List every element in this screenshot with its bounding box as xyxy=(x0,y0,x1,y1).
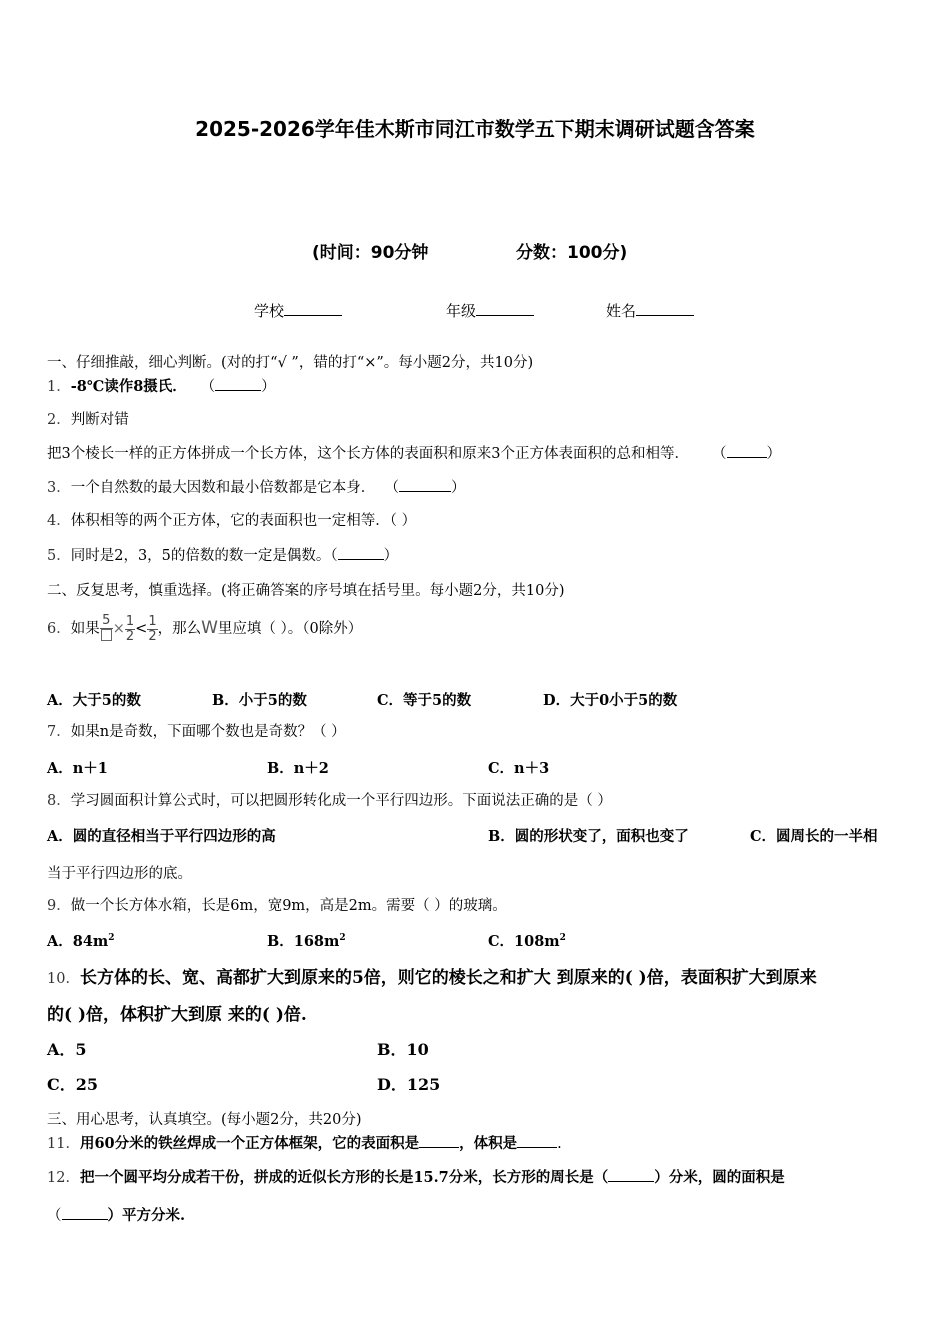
question-text: ）平方分米. xyxy=(107,1207,186,1224)
section-2-heading: 二、反复思考，慎重选择。(将正确答案的序号填在括号里。每小题2分，共10分) xyxy=(47,583,565,599)
question-text: 学习圆面积计算公式时，可以把圆形转化成一个平行四边形。下面说法正确的是（ ） xyxy=(70,793,612,809)
question-11 xyxy=(47,1133,562,1154)
question-text: 如果n是奇数，下面哪个数也是奇数？（ ） xyxy=(70,724,346,740)
question-text: 体积相等的两个正方体，它的表面积也一定相等．（ ） xyxy=(70,513,417,529)
question-1 xyxy=(47,376,276,397)
option-c[interactable]: C．等于5的数 xyxy=(377,692,472,709)
school-field xyxy=(254,300,342,321)
question-10-line2: 的( )倍，体积扩大到原 来的( )倍. xyxy=(47,1005,307,1025)
option-b[interactable]: B．n＋2 xyxy=(267,760,329,777)
option-c-continued: 当于平行四边形的底。 xyxy=(47,866,192,882)
question-9 xyxy=(47,896,507,916)
page-title: 2025-2026学年佳木斯市同江市数学五下期末调研试题含答案 xyxy=(195,117,755,141)
paren-close: ） xyxy=(383,548,399,564)
option-a[interactable]: A．$84m^2$ xyxy=(47,933,115,950)
fraction-1-2: $\frac{1}{2}$ xyxy=(125,613,135,644)
question-text: 用60分米的铁丝焊成一个正方体框架，它的表面积是 xyxy=(79,1135,420,1152)
paren-open: （ xyxy=(330,548,338,564)
question-text: 把一个圆平均分成若干份，拼成的近似长方形的长是15.7分米，长方形的周长是（ xyxy=(79,1169,609,1186)
fraction-5-over-box: 5 xyxy=(100,614,113,645)
exam-time: (时间：90分钟 xyxy=(312,243,429,263)
option-a[interactable]: A．大于5的数 xyxy=(47,692,141,709)
question-number: 9． xyxy=(47,898,71,914)
option-b[interactable]: B．10 xyxy=(377,1040,429,1059)
option-b[interactable]: B．圆的形状变了，面积也变了 xyxy=(488,828,689,845)
question-4 xyxy=(47,511,416,531)
question-5 xyxy=(47,545,398,566)
question-text: 判断对错 xyxy=(70,412,129,428)
option-a[interactable]: A．n＋1 xyxy=(47,760,108,777)
question-text: 一个自然数的最大因数和最小倍数都是它本身． xyxy=(70,480,376,496)
question-text: 里应填（ ）。（0除外） xyxy=(217,621,363,637)
section-1-heading: 一、仔细推敲，细心判断。(对的打“√ ”，错的打“×”。每小题2分，共10分) xyxy=(47,355,534,371)
grade-label: 年级 xyxy=(446,302,477,320)
question-text: . xyxy=(557,1136,562,1152)
question-2-body xyxy=(47,443,781,464)
less-than-sign: < xyxy=(135,621,148,637)
paren-open: （ xyxy=(712,446,727,462)
question-6 xyxy=(47,606,362,651)
question-text: 把3个棱长一样的正方体拼成一个长方体，这个长方体的表面积和原来3个正方体表面积的总和相等． xyxy=(47,446,689,462)
question-10 xyxy=(47,963,817,988)
paren-open: （ xyxy=(200,379,216,395)
option-d[interactable]: D．125 xyxy=(377,1075,441,1094)
option-b[interactable]: B．$168m^2$ xyxy=(267,933,346,950)
name-label: 姓名 xyxy=(606,302,637,320)
times-sign: × xyxy=(112,621,125,637)
option-c[interactable]: C．圆周长的一半相 xyxy=(750,828,878,845)
grade-field xyxy=(446,300,534,321)
question-7 xyxy=(47,722,346,742)
exam-score: 分数：100分) xyxy=(516,243,628,263)
option-b[interactable]: B．小于5的数 xyxy=(212,692,307,709)
option-c[interactable]: C．n＋3 xyxy=(488,760,550,777)
question-number: 5． xyxy=(47,548,71,564)
paren-close: ） xyxy=(450,480,466,496)
w-glyph: W xyxy=(201,618,218,638)
paren-open: （ xyxy=(384,480,399,496)
question-3 xyxy=(47,477,465,498)
paren-open: （ xyxy=(47,1208,62,1224)
question-12 xyxy=(47,1167,785,1188)
section-3-heading: 三、用心思考，认真填空。(每小题2分，共20分) xyxy=(47,1112,362,1128)
option-a[interactable]: A．圆的直径相当于平行四边形的高 xyxy=(47,828,276,845)
question-number: 6． xyxy=(47,621,71,637)
question-number: 7． xyxy=(47,724,71,740)
question-text: ，那么 xyxy=(157,621,202,637)
box-placeholder-icon xyxy=(101,629,112,641)
question-8 xyxy=(47,791,612,811)
paren-close: ） xyxy=(261,379,276,395)
question-number: 1． xyxy=(47,379,71,395)
question-text: 做一个长方体水箱，长是6m，宽9m，高是2m。需要（ ）的玻璃。 xyxy=(70,898,507,914)
option-d[interactable]: D．大于0小于5的数 xyxy=(543,692,678,709)
question-text: ，体积是 xyxy=(459,1135,518,1152)
question-2 xyxy=(47,410,129,430)
question-number: 4． xyxy=(47,513,71,529)
question-text: ）分米，圆的面积是 xyxy=(654,1169,785,1186)
question-text: 长方体的长、宽、高都扩大到原来的5倍，则它的棱长之和扩大 到原来的( )倍，表面积扩大到原来 xyxy=(79,968,817,988)
question-number: 11． xyxy=(47,1136,80,1152)
name-field xyxy=(606,300,694,321)
question-number: 10． xyxy=(47,971,80,987)
question-12-line2 xyxy=(47,1205,185,1226)
option-c[interactable]: C．$108m^2$ xyxy=(488,933,566,950)
question-number: 8． xyxy=(47,793,71,809)
fraction-1-2: $\frac{1}{2}$ xyxy=(148,613,157,644)
paren-close: ） xyxy=(766,446,781,462)
question-number: 12． xyxy=(47,1170,80,1186)
option-c[interactable]: C．25 xyxy=(47,1075,99,1094)
question-text: 同时是2，3，5的倍数的数一定是偶数。 xyxy=(70,548,331,564)
question-number: 3． xyxy=(47,480,71,496)
school-label: 学校 xyxy=(254,302,285,320)
question-number: 2． xyxy=(47,412,71,428)
question-text: -8℃读作8摄氏． xyxy=(70,378,187,395)
option-a[interactable]: A．5 xyxy=(47,1040,87,1059)
question-text: 如果 xyxy=(70,621,100,637)
